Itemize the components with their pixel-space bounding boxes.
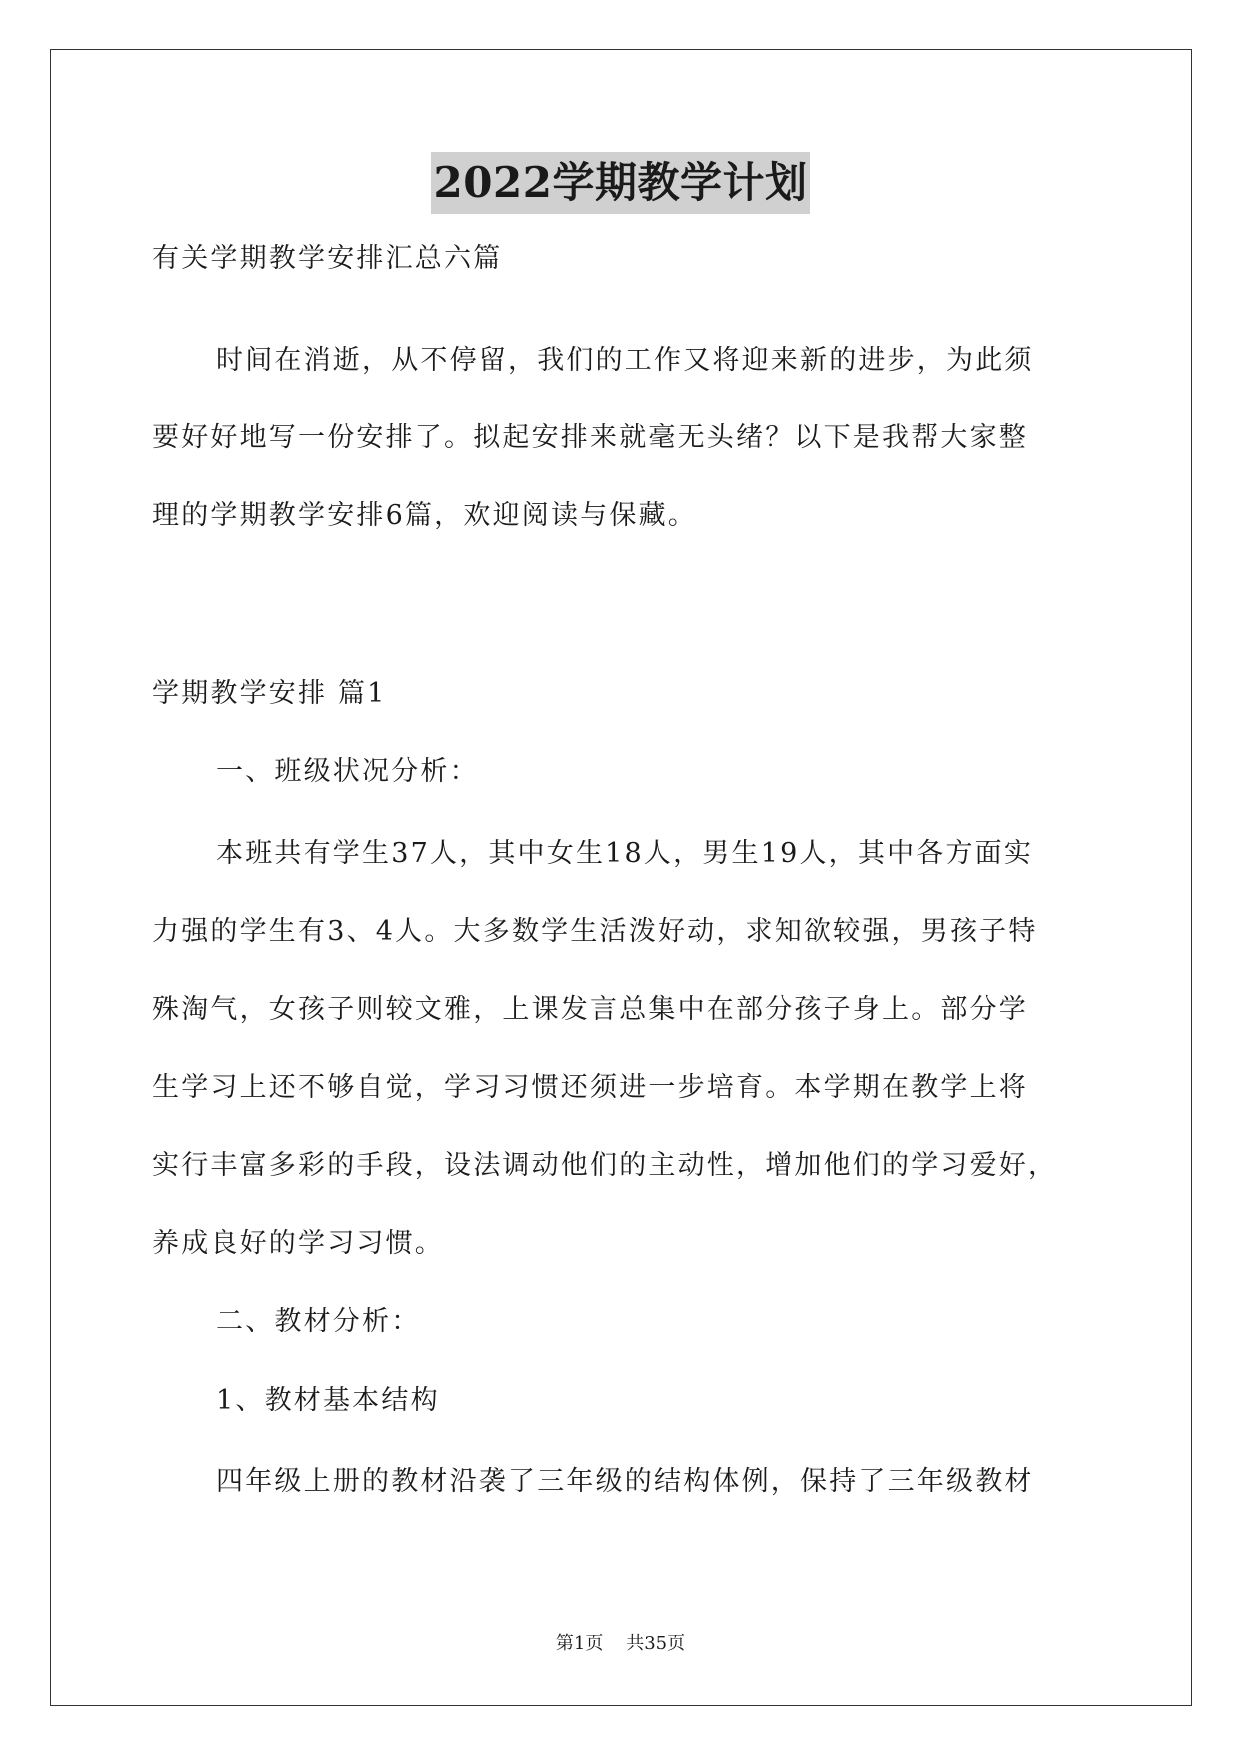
paragraph-line: 时间在消逝，从不停留，我们的工作又将迎来新的进步，为此须 xyxy=(216,345,1034,376)
intro-heading: 有关学期教学安排汇总六篇 xyxy=(152,243,503,274)
paragraph-line: 生学习上还不够自觉，学习习惯还须进一步培育。本学期在教学上将 xyxy=(152,1072,1028,1103)
page-footer xyxy=(0,1632,1241,1656)
paragraph-line: 力强的学生有3、4人。大多数学生活泼好动，求知欲较强，男孩子特 xyxy=(152,916,1038,947)
paragraph-line: 殊淘气，女孩子则较文雅，上课发言总集中在部分孩子身上。部分学 xyxy=(152,994,1028,1025)
footer-total-prefix: 共 xyxy=(626,1633,645,1654)
paragraph-line: 本班共有学生37人，其中女生18人，男生19人，其中各方面实 xyxy=(216,838,1034,869)
subsection-heading: 1、教材基本结构 xyxy=(216,1385,440,1416)
paragraph-line: 实行丰富多彩的手段，设法调动他们的主动性，增加他们的学习爱好， xyxy=(152,1150,1058,1181)
footer-page-suffix: 页 xyxy=(585,1633,604,1654)
section-heading: 学期教学安排 篇1 xyxy=(152,678,387,709)
subsection-heading: 二、教材分析： xyxy=(216,1306,421,1337)
paragraph-line: 四年级上册的教材沿袭了三年级的结构体例，保持了三年级教材 xyxy=(216,1466,1034,1497)
page-border xyxy=(50,49,1192,1706)
paragraph-line: 养成良好的学习习惯。 xyxy=(152,1228,444,1259)
footer-page-prefix: 第 xyxy=(555,1633,574,1654)
footer-total-suffix: 页 xyxy=(667,1633,686,1654)
footer-total-pages: 35 xyxy=(644,1633,668,1654)
paragraph-line: 理的学期教学安排6篇，欢迎阅读与保藏。 xyxy=(152,500,697,531)
paragraph-line: 要好好地写一份安排了。拟起安排来就毫无头绪？以下是我帮大家整 xyxy=(152,422,1028,453)
title-container xyxy=(0,152,1241,214)
footer-page-number: 1 xyxy=(573,1633,586,1654)
subsection-heading: 一、班级状况分析： xyxy=(216,756,479,787)
document-title: 2022学期教学计划 xyxy=(431,152,811,214)
